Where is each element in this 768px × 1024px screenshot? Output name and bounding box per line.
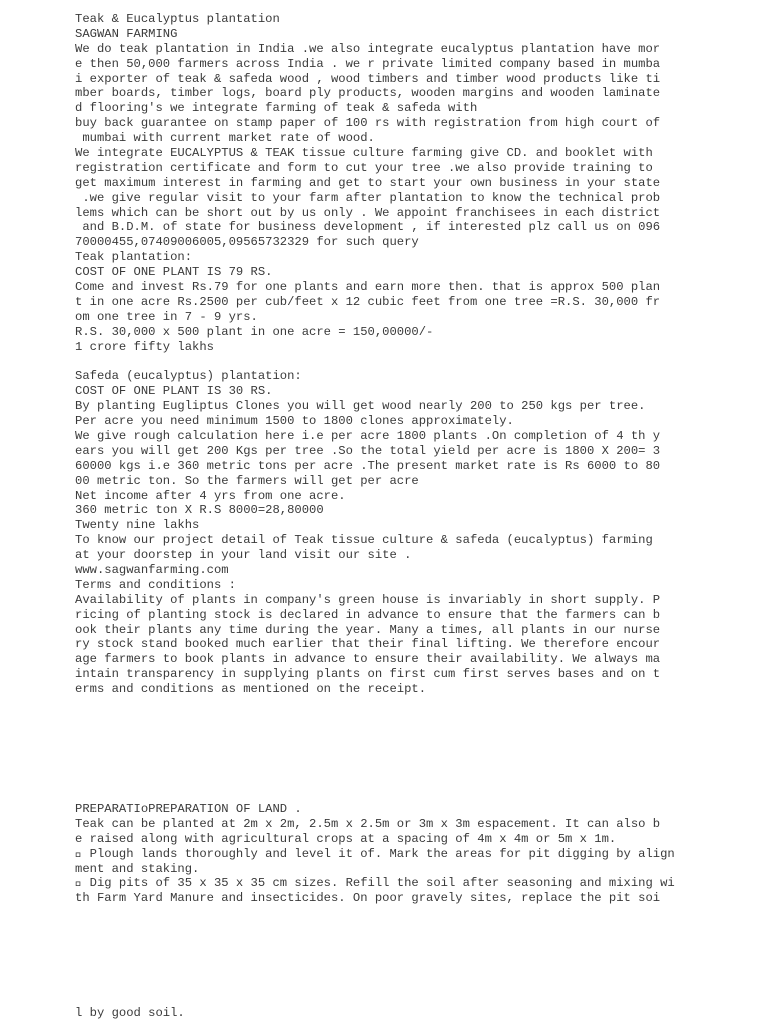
text-line: registration certificate and form to cut your tree .we also provide training to <box>75 160 653 175</box>
text-line: erms and conditions as mentioned on the receipt. <box>75 682 427 697</box>
text-line: 1 crore fifty lakhs <box>75 339 214 354</box>
text-line: th Farm Yard Manure and insecticides. On poor gravely sites, replace the pit soi <box>75 891 661 906</box>
text-line: 60000 kgs i.e 360 metric tons per acre .The present market rate is Rs 6000 to 80 <box>75 458 661 473</box>
text-line: at your doorstep in your land visit our site . <box>75 548 412 563</box>
text-line: get maximum interest in farming and get to start your own business in your state <box>75 175 661 190</box>
text-line: e raised along with agricultural crops at a spacing of 4m x 4m or 5m x 1m. <box>75 831 617 846</box>
text-line: To know our project detail of Teak tissue culture & safeda (eucalyptus) farming <box>75 533 653 548</box>
text-line: ricing of planting stock is declared in advance to ensure that the farmers can b <box>75 607 661 622</box>
text-line: Availability of plants in company's green house is invariably in short supply. P <box>75 592 661 607</box>
text-line: intain transparency in supplying plants on first cum first serves bases and on t <box>75 667 661 682</box>
text-line: buy back guarantee on stamp paper of 100 rs with registration from high court of <box>75 116 661 131</box>
text-line: ry stock stand booked much earlier that their final lifting. We therefore encour <box>75 637 661 652</box>
text-line: Net income after 4 yrs from one acre. <box>75 488 346 503</box>
text-line: Teak can be planted at 2m x 2m, 2.5m x 2.5m or 3m x 3m espacement. It can also b <box>75 816 661 831</box>
text-line: ears you will get 200 Kgs per tree .So the total yield per acre is 1800 X 200= 3 <box>75 443 661 458</box>
text-line: Plough lands thoroughly and level it of. Mark the areas for pit digging by align <box>75 846 675 861</box>
text-line: SAGWAN FARMING <box>75 26 178 41</box>
text-line: e then 50,000 farmers across India . we r private limited company based in mumba <box>75 56 661 71</box>
text-line: Twenty nine lakhs <box>75 518 200 533</box>
text-line: www.sagwanfarming.com <box>75 562 229 577</box>
text-line: ment and staking. <box>75 861 200 876</box>
text-line: COST OF ONE PLANT IS 30 RS. <box>75 384 273 399</box>
text-line: .we give regular visit to your farm after plantation to know the technical prob <box>75 190 661 205</box>
text-line: Dig pits of 35 x 35 x 35 cm sizes. Refill the soil after seasoning and mixing wi <box>75 876 675 891</box>
text-line: Teak & Eucalyptus plantation <box>75 12 280 26</box>
text-line: Come and invest Rs.79 for one plants and earn more then. that is approx 500 plan <box>75 280 661 295</box>
text-line: age farmers to book plants in advance to ensure their availability. We always ma <box>75 652 661 667</box>
text-line <box>75 354 660 369</box>
text-line: Teak plantation: <box>75 250 193 265</box>
text-line: Terms and conditions : <box>75 577 236 592</box>
text-line: 360 metric ton X R.S 8000=28,80000 <box>75 503 324 518</box>
text-line: mumbai with current market rate of wood. <box>75 131 375 146</box>
text-line: COST OF ONE PLANT IS 79 RS. <box>75 265 273 280</box>
text-line: om one tree in 7 - 9 yrs. <box>75 309 258 324</box>
document-continuation-text <box>75 1006 185 1021</box>
text-line: Per acre you need minimum 1500 to 1800 clones approximately. <box>75 414 514 429</box>
text-line: 70000455,07409006005,09565732329 for such query <box>75 235 419 250</box>
text-line: t in one acre Rs.2500 per cub/feet x 12 cubic feet from one tree =R.S. 30,000 fr <box>75 294 661 309</box>
text-line: We do teak plantation in India .we also integrate eucalyptus plantation have mor <box>75 41 661 56</box>
text-line: We integrate EUCALYPTUS & TEAK tissue culture farming give CD. and booklet with <box>75 146 653 161</box>
text-line: R.S. 30,000 x 500 plant in one acre = 150,00000/- <box>75 324 434 339</box>
text-line: 00 metric ton. So the farmers will get per acre <box>75 473 419 488</box>
text-line: Safeda (eucalyptus) plantation: <box>75 369 302 384</box>
text-line: We give rough calculation here i.e per acre 1800 plants .On completion of 4 th y <box>75 428 661 443</box>
text-line: PREPARATIoPREPARATION OF LAND . <box>75 802 302 816</box>
text-line: By planting Eugliptus Clones you will get wood nearly 200 to 250 kgs per tree. <box>75 399 646 414</box>
text-line: d flooring's we integrate farming of teak & safeda with <box>75 101 478 116</box>
land-preparation-section <box>75 802 675 906</box>
text-line: lems which can be short out by us only . We appoint franchisees in each district <box>75 205 661 220</box>
text-line: and B.D.M. of state for business development , if interested plz call us on 096 <box>75 220 661 235</box>
text-line: l by good soil. <box>75 1006 185 1020</box>
document-main-text <box>75 12 660 697</box>
text-line: mber boards, timber logs, board ply products, wooden margins and wooden laminate <box>75 86 661 101</box>
text-line: i exporter of teak & safeda wood , wood timbers and timber wood products like ti <box>75 71 661 86</box>
text-line: ook their plants any time during the year. Many a times, all plants in our nurse <box>75 622 661 637</box>
